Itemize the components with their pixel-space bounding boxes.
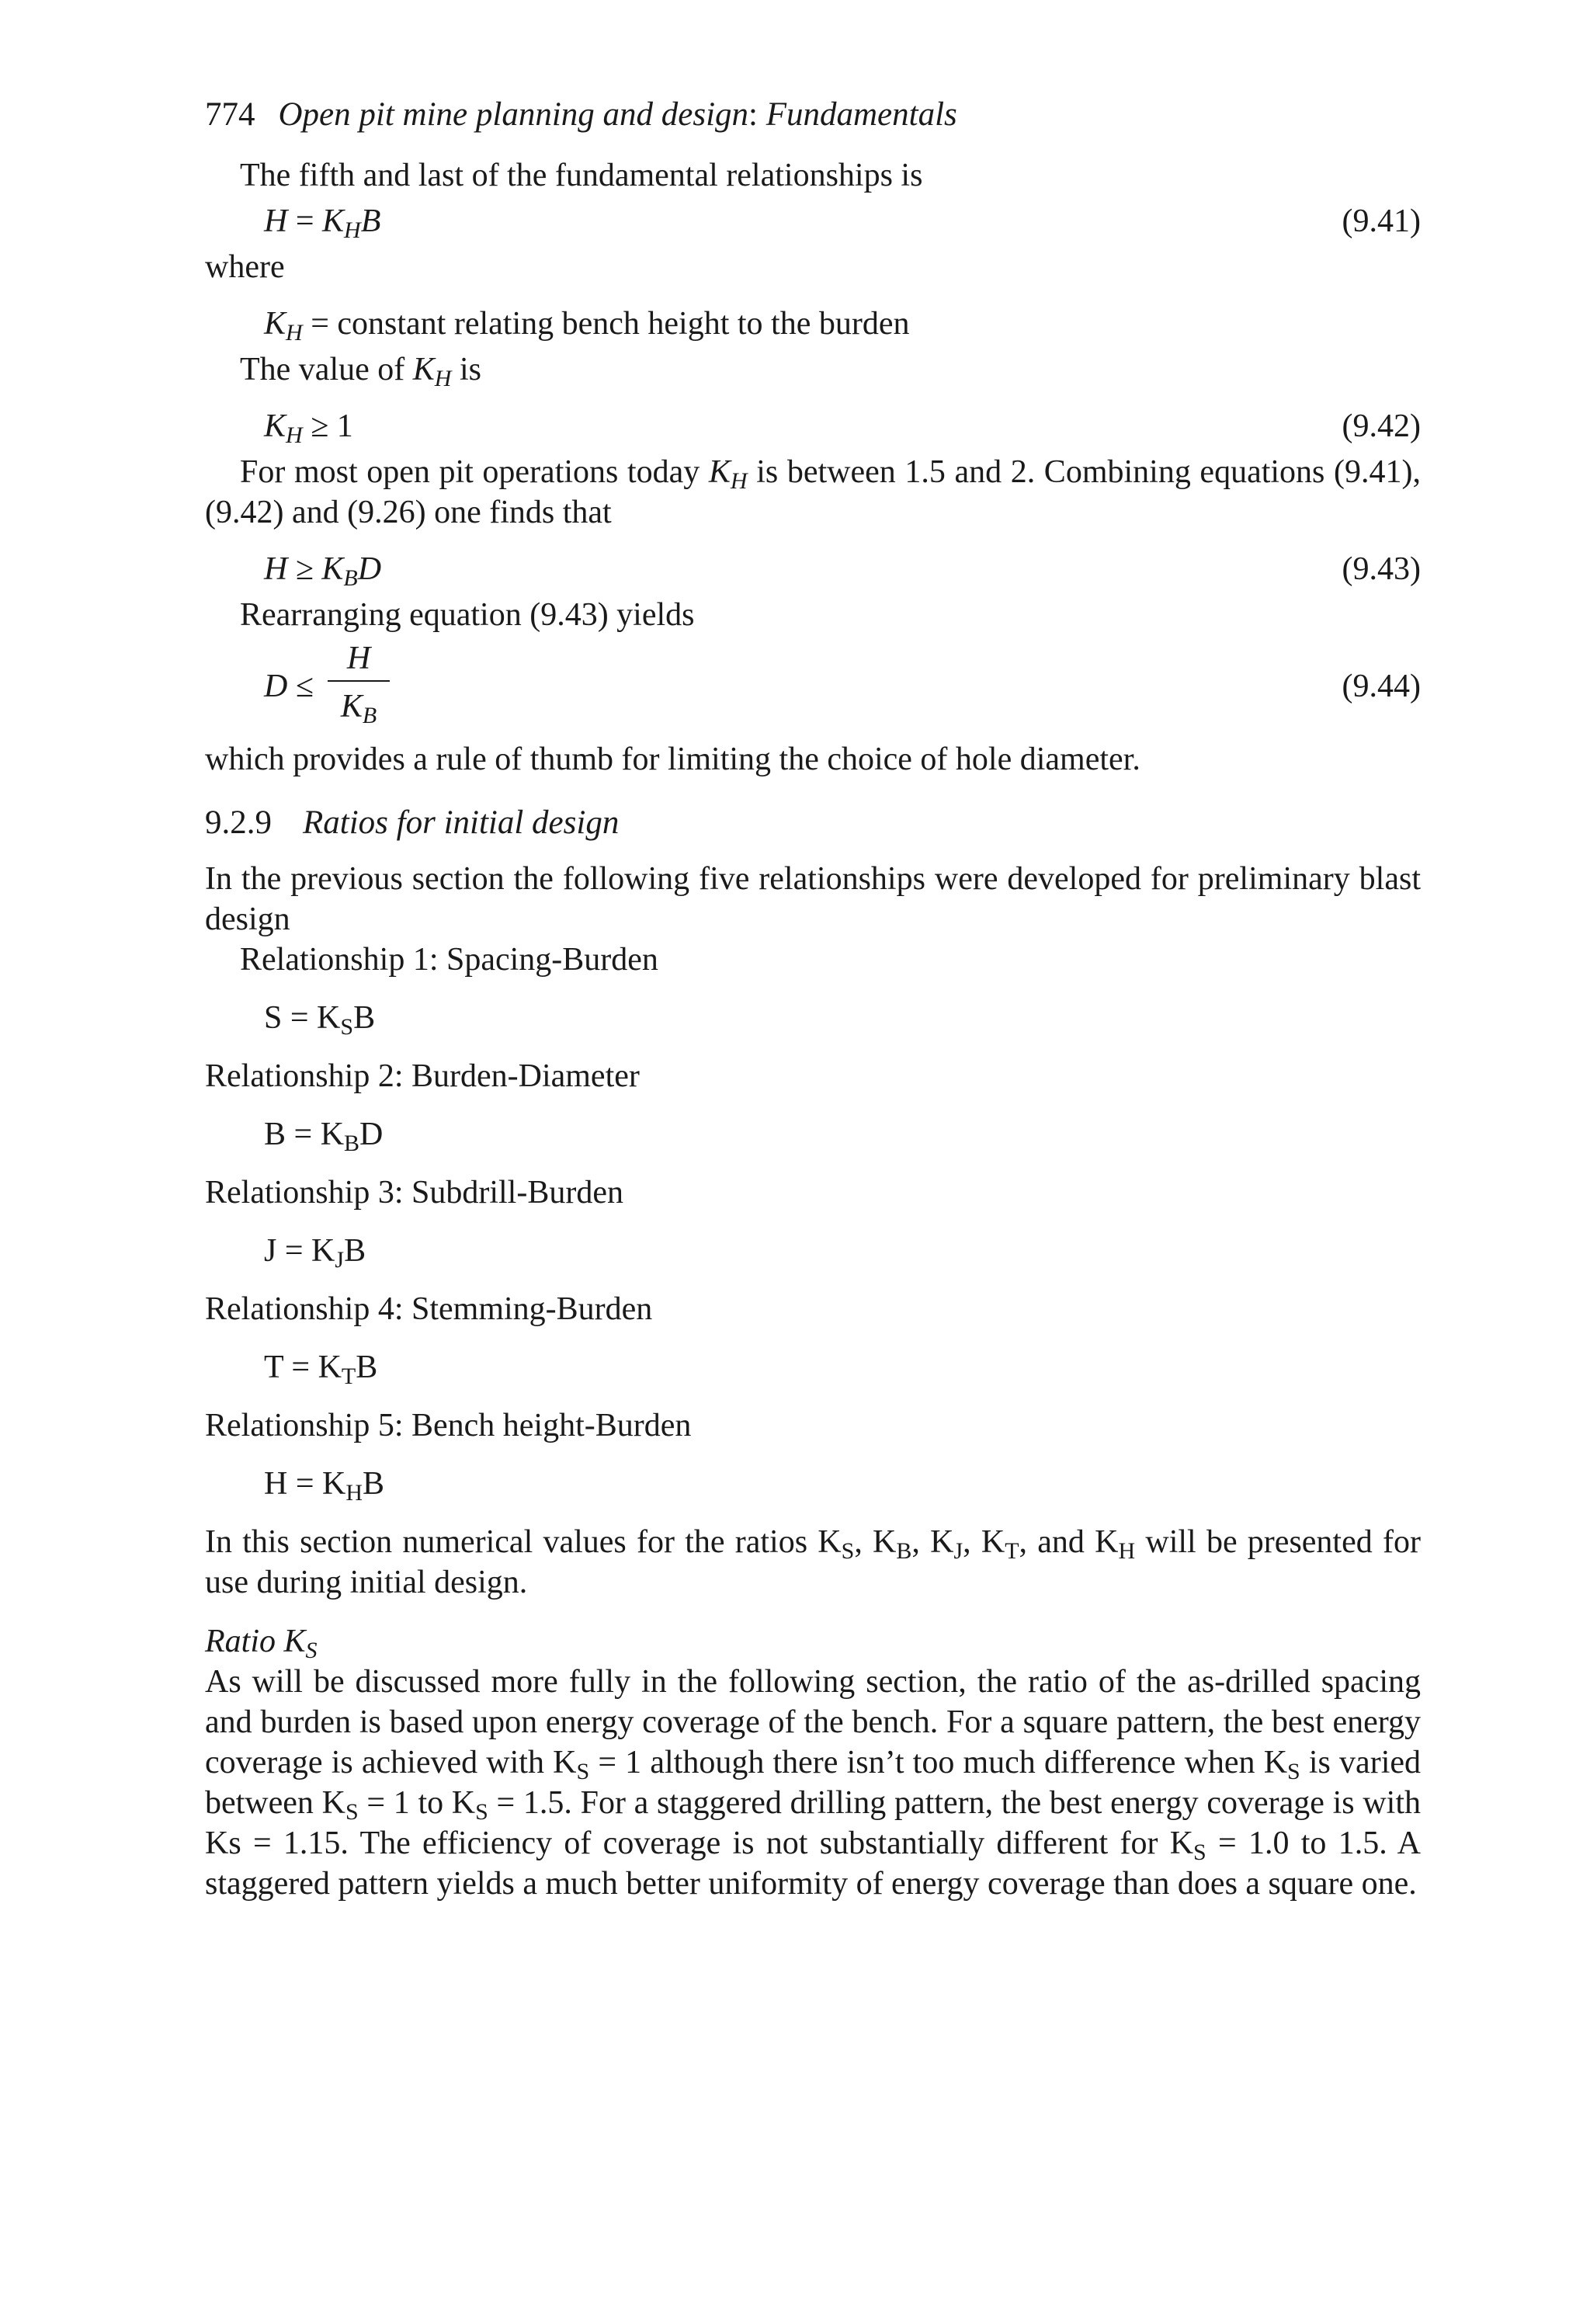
paragraph-previous-section: In the previous section the following five relationships were developed for preliminary blast design [205,861,1421,937]
ratio-ks-heading: Ratio $K_S$ [205,1624,318,1663]
equation-number: (9.41) [1342,203,1421,239]
paragraph-operations: For most open pit operations today $K_H$ is between 1.5 and 2. Combining equations (9.41), (9.42) and (9.26) one finds that [205,454,1421,530]
relationship-equation: $T = K_TB$ [264,1350,378,1389]
equation-number: (9.44) [1342,669,1421,704]
paragraph-ratio-ks: As will be discussed more fully in the following section, the ratio of the as-drilled spacing and burden is based upon energy coverage of the bench. For a square pattern, the best energy coverage is achieved with $K_S = 1$ although there isn’t too much difference when $K_S$ is varied between $K_S = 1$ to $K_S = 1.5$. For a staggered drilling pattern, the best energy coverage is with Ks = 1.15. The efficiency of coverage is not substantially different for $K_S = 1.0$ to 1.5. A staggered pattern yields a much better uniformity of energy coverage than does a square one. [205,1664,1422,1902]
relationship-label: Relationship 4: Stemming-Burden [205,1291,653,1327]
relationship-label: Relationship 2: Burden-Diameter [205,1058,640,1094]
section-title: Ratios for initial design [303,804,620,841]
equation-9-43: $H \ge K_BD$ (9.43) [205,544,1421,595]
running-header [205,92,1421,138]
paragraph-value-kh: The value of $K_H$ is [240,352,481,391]
section-heading [205,803,1421,843]
equation-9-42: $K_H \ge 1$ (9.42) [205,401,1421,452]
relationship-equation: $H = K_HB$ [264,1466,385,1506]
relationship-label: Relationship 3: Subdrill-Burden [205,1175,623,1211]
fraction: $\frac{H}{K_B}$ [328,637,390,725]
relationship-list [205,940,1421,1522]
relationship-label: Relationship 1: Spacing-Burden [240,942,658,978]
definition-kh: $K_H$ = constant relating bench height to the burden [264,306,910,346]
paragraph-rule-of-thumb: which provides a rule of thumb for limiting the choice of hole diameter. [205,742,1140,777]
equation-9-41: $H = K_HB$ (9.41) [205,196,1421,247]
equation-number: (9.43) [1342,551,1421,587]
relationship-equation: $S = K_SB$ [264,1000,376,1040]
equation-number: (9.42) [1342,408,1421,444]
section-number: 9.2.9 [205,804,272,841]
relationship-equation: $J = K_JB$ [264,1233,366,1273]
paragraph-numerical-values: In this section numerical values for the ratios $K_S$, $K_B$, $K_J$, $K_T$, and $K_H$ will be presented for use during initial design. [205,1524,1421,1600]
paragraph-intro: The fifth and last of the fundamental relationships is [240,158,923,193]
relationship-equation: $B = K_BD$ [264,1117,384,1156]
paragraph-rearranging: Rearranging equation (9.43) yields [240,597,695,633]
relationship-label: Relationship 5: Bench height-Burden [205,1408,692,1443]
page-content [205,92,1421,1904]
page-number: 774 [205,96,255,133]
where-label: where [205,249,285,285]
equation-9-44: D ≤ $\frac{H}{K_B}$ (9.44) [205,637,1421,735]
running-title: Open pit mine planning and design: Fundamentals [278,96,957,133]
